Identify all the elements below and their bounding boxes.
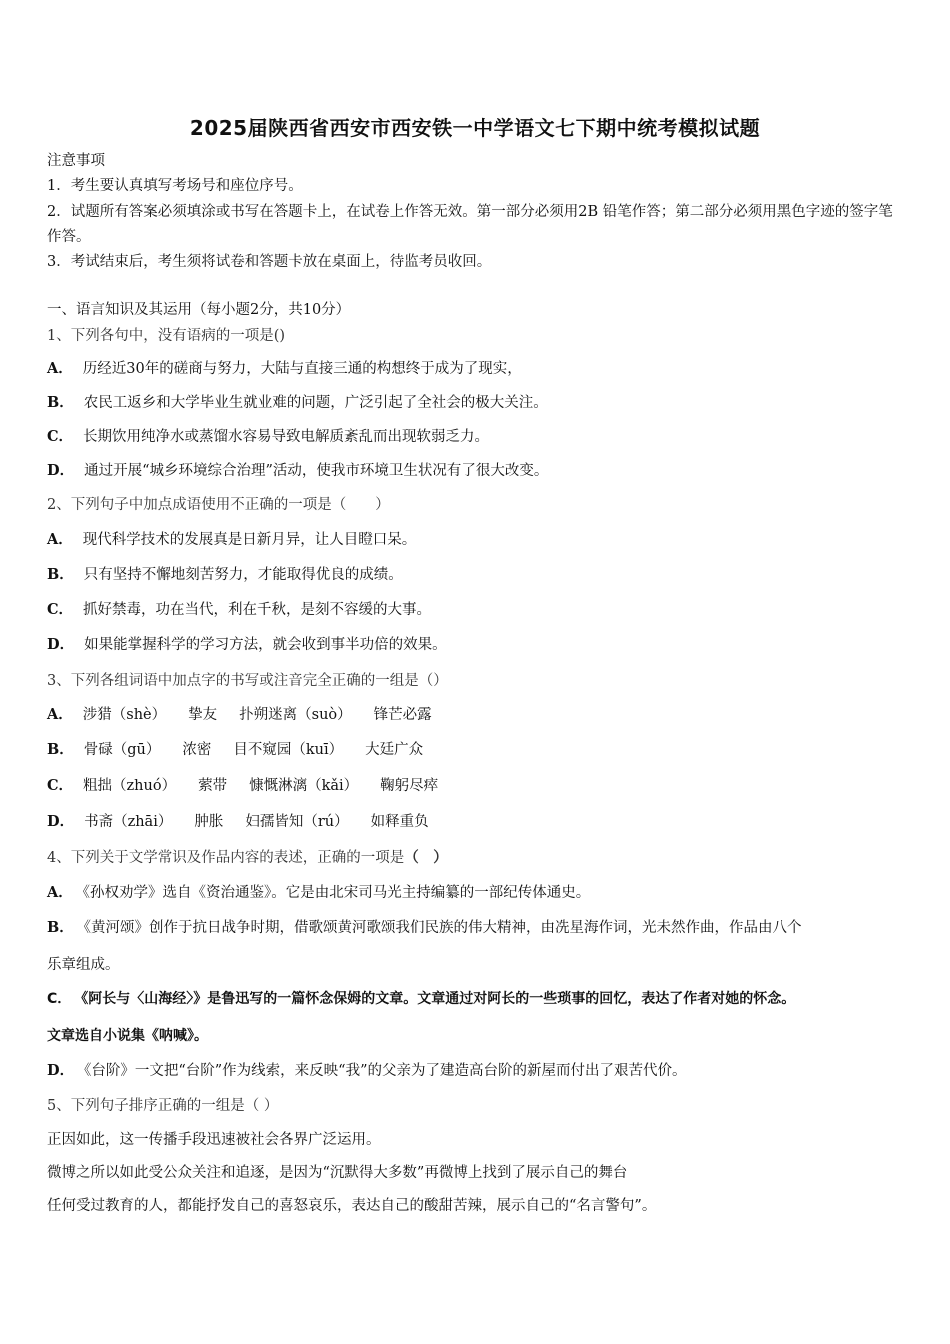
q1-option-a (47, 358, 522, 380)
option-label: A． (47, 706, 73, 723)
word-3: 慷慨淋漓（kǎi） (249, 778, 359, 794)
word-1: 书斋（zhāi） (84, 814, 173, 830)
option-label: B． (47, 566, 74, 583)
question-3-stem: 3、下列各组词语中加点字的书写或注音完全正确的一组是（） (47, 673, 448, 689)
word-3: 扑朔迷离（suò） (239, 707, 352, 723)
option-label: C． (47, 601, 74, 618)
notice-item-2: 2．试题所有答案必须填涂或书写在答题卡上，在试卷上作答无效。第一部分必须用2B 铅笔作答；第二部分必须用黑色字迹的签字笔作答。 (47, 204, 893, 245)
option-text: 农民工返乡和大学毕业生就业难的问题，广泛引起了全社会的极大关注。 (83, 395, 548, 411)
question-2-stem: 2、下列句子中加点成语使用不正确的一项是（ ） (47, 497, 390, 513)
q1-option-c (47, 426, 489, 448)
word-4: 锋芒必露 (373, 707, 432, 723)
word-1: 粗拙（zhuó） (83, 778, 177, 794)
option-label: C． (47, 428, 74, 445)
q2-option-d (47, 634, 447, 656)
word-1: 涉猎（shè） (82, 707, 167, 723)
word-3: 妇孺皆知（rú） (245, 814, 349, 830)
word-1: 骨碌（gū） (83, 742, 161, 758)
option-text: 通过开展“城乡环境综合治理”活动，使我市环境卫生状况有了很大改变。 (84, 463, 549, 479)
q4-option-d (47, 1060, 686, 1082)
q3-option-a (47, 704, 432, 726)
page-title: 2025届陕西省西安市西安铁一中学语文七下期中统考模拟试题 (189, 116, 761, 140)
word-3: 目不窥园（kuī） (233, 742, 344, 758)
option-text: 《孙权劝学》选自《资治通鉴》。它是由北宋司马光主持编纂的一部纪传体通史。 (82, 885, 591, 901)
option-label: D． (47, 813, 75, 830)
q2-option-b (47, 564, 403, 586)
option-text: 只有坚持不懈地刻苦努力，才能取得优良的成绩。 (83, 567, 403, 583)
option-label: B． (47, 741, 74, 758)
option-label: C． (47, 777, 74, 794)
option-text: 历经近30年的磋商与努力，大陆与直接三通的构想终于成为了现实， (82, 361, 522, 377)
word-2: 萦带 (198, 778, 228, 794)
option-label: D． (47, 462, 75, 479)
word-2: 肿胀 (194, 814, 224, 830)
q4-option-b (47, 917, 802, 939)
option-label: A． (47, 884, 73, 901)
word-4: 如释重负 (370, 814, 429, 830)
q1-option-b (47, 392, 548, 414)
question-5-stem: 5、下列句子排序正确的一组是（ ） (47, 1098, 279, 1114)
word-4: 鞠躬尽瘁 (380, 778, 439, 794)
option-text: 《黄河颂》创作于抗日战争时期，借歌颂黄河歌颂我们民族的伟大精神，由冼星海作词，光未然作曲，作品由八个 (83, 920, 802, 936)
section-heading: 一、语言知识及其运用（每小题2分，共10分） (47, 302, 351, 318)
stem-paren: （ ） (404, 849, 448, 866)
q2-option-c (47, 599, 431, 621)
word-2: 浓密 (182, 742, 212, 758)
word-4: 大廷广众 (365, 742, 424, 758)
q5-sentence-1: 正因如此，这一传播手段迅速被社会各界广泛运用。 (47, 1132, 381, 1148)
notice-heading: 注意事项 (47, 153, 105, 169)
q4-option-b-continued: 乐章组成。 (47, 957, 120, 973)
option-text: 《台阶》一文把“台阶”作为线索，来反映“我”的父亲为了建造高台阶的新屋而付出了艰苦代价。 (84, 1063, 687, 1079)
question-4-stem (47, 847, 448, 869)
option-text: 现代科学技术的发展真是日新月异，让人目瞪口呆。 (82, 532, 417, 548)
notice-item-1: 1．考生要认真填写考场号和座位序号。 (47, 178, 303, 194)
q3-option-c (47, 775, 438, 797)
q5-sentence-3: 任何受过教育的人，都能抒发自己的喜怒哀乐，表达自己的酸甜苦辣，展示自己的“名言警句”。 (47, 1198, 657, 1214)
q3-option-b (47, 739, 423, 761)
q2-option-a (47, 529, 416, 551)
option-text: 抓好禁毒，功在当代，利在千秋，是刻不容缓的大事。 (83, 602, 432, 618)
option-label: A． (47, 531, 73, 548)
option-label: D． (47, 1062, 75, 1079)
q4-option-a (47, 882, 590, 904)
option-label: B． (47, 394, 74, 411)
notice-item-3: 3．考试结束后，考生须将试卷和答题卡放在桌面上，待监考员收回。 (47, 254, 492, 270)
option-label: C． (47, 991, 72, 1007)
option-text: 《阿长与〈山海经〉》是鲁迅写的一篇怀念保姆的文章。文章通过对阿长的一些琐事的回忆，表达了作者对她的怀念。 (81, 991, 796, 1007)
stem-text: 4、下列关于文学常识及作品内容的表述，正确的一项是 (47, 850, 405, 866)
option-text: 长期饮用纯净水或蒸馏水容易导致电解质紊乱而出现软弱乏力。 (83, 429, 490, 445)
word-2: 挚友 (188, 707, 218, 723)
q4-option-c (47, 988, 795, 1010)
option-label: D． (47, 636, 75, 653)
question-1-stem: 1、下列各句中，没有语病的一项是() (47, 328, 286, 344)
q4-option-c-continued: 文章选自小说集《呐喊》。 (47, 1028, 208, 1044)
option-label: A． (47, 360, 73, 377)
option-text: 如果能掌握科学的学习方法，就会收到事半功倍的效果。 (84, 637, 447, 653)
q1-option-d (47, 460, 548, 482)
q5-sentence-2: 微博之所以如此受公众关注和追逐，是因为“沉默得大多数”再微博上找到了展示自己的舞台 (47, 1165, 628, 1181)
option-label: B． (47, 919, 74, 936)
q3-option-d (47, 811, 429, 833)
